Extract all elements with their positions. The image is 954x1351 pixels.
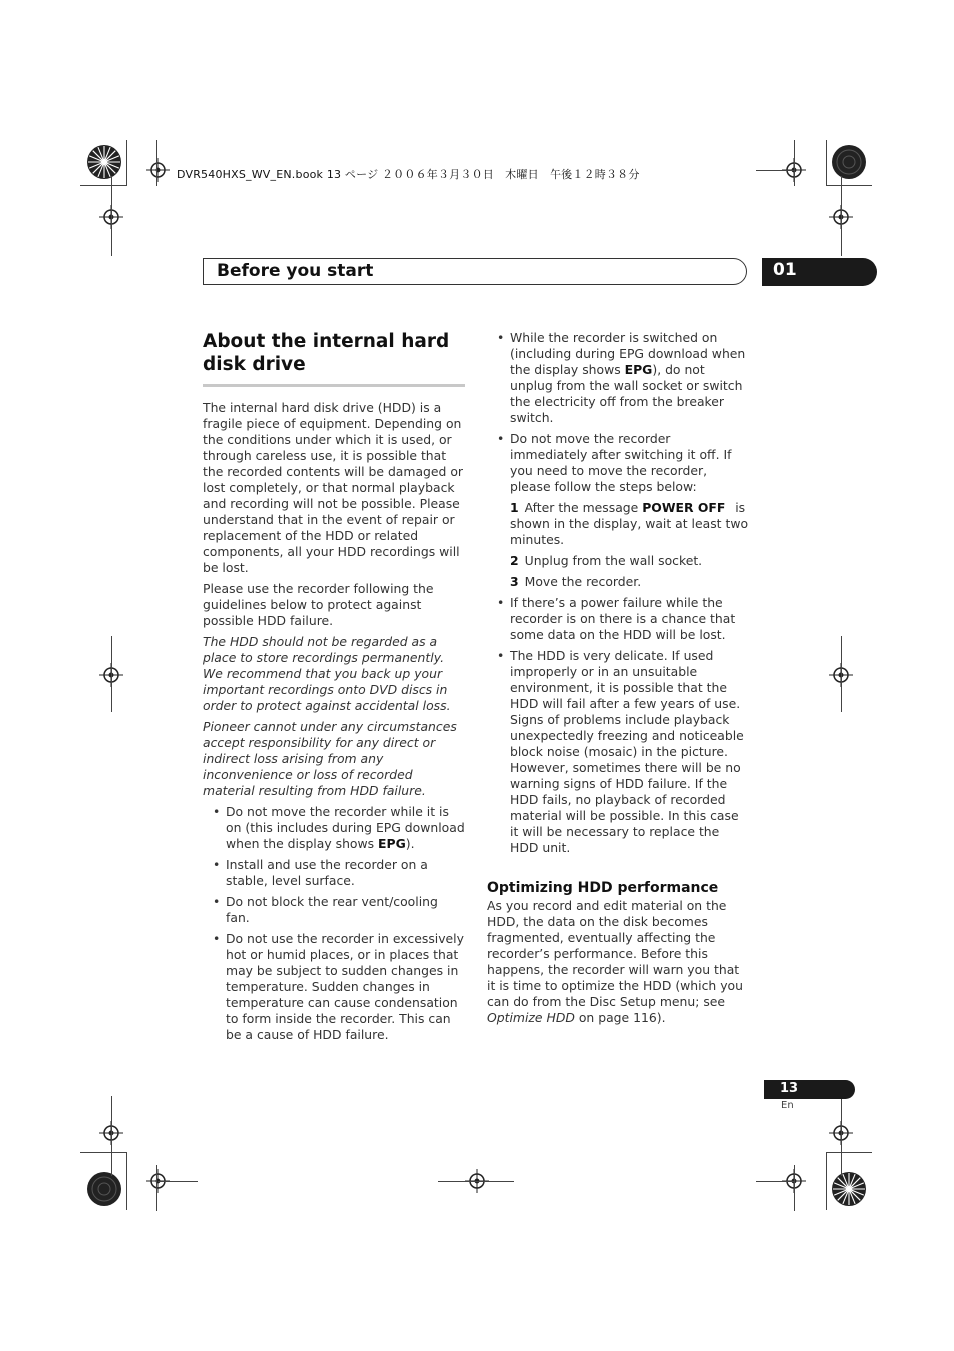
crop-line: [794, 140, 795, 186]
section-header: [203, 258, 747, 285]
list-item: • The HDD is very delicate. If used improperly or in an unsuitable environment, it is possible that the HDD will fail after a few years of use. Signs of problems include playback unexpectedly freezing and noticeable block noise (mosaic) in the picture. However, sometimes there will be no warning signs of HDD failure. If the HDD fails, no playback of recorded material will be possible. In this case it will be necessary to replace the HDD unit.: [487, 648, 749, 856]
crop-line: [438, 1181, 514, 1182]
section-title: Before you start: [217, 261, 374, 281]
crop-line: [826, 1152, 872, 1153]
step-number: 3: [510, 574, 519, 589]
guidelines-intro: Please use the recorder following the guidelines below to protect against possible HDD failure.: [203, 581, 434, 628]
list-item: • If there’s a power failure while the recorder is on there is a chance that some data on the HDD will be lost.: [487, 595, 749, 643]
backup-note: The HDD should not be regarded as a place to store recordings permanently. We recommend that you back up your important recordings onto DVD discs in order to protect against accidental loss.: [203, 634, 451, 713]
list-item: • Do not use the recorder in excessively hot or humid places, or in places that may be subject to sudden changes in temperature. Sudden changes in temperature can cause condensation to form inside the recorder. This can be a cause of HDD failure.: [203, 931, 465, 1043]
list-item: • Install and use the recorder on a stable, level surface.: [203, 857, 465, 889]
guideline-list: [203, 804, 465, 1043]
right-column: [487, 330, 749, 1031]
crop-line: [756, 170, 794, 171]
registration-circle-icon: [86, 1171, 122, 1207]
responsibility-note: Pioneer cannot under any circumstances accept responsibility for any direct or indirect loss arising from any inconvenience or loss of recorded material resulting from HDD failure.: [203, 719, 457, 798]
optimizing-title: Optimizing HDD performance: [487, 880, 719, 896]
step-item: 3 Move the recorder.: [510, 574, 642, 589]
crop-line: [841, 1096, 842, 1176]
list-item: • While the recorder is switched on (including during EPG download when the display shows EPG), do not unplug from the wall socket or switch the electricity off from the breaker switch.: [487, 330, 749, 426]
crop-line: [841, 176, 842, 256]
crop-line: [794, 1165, 795, 1211]
step-number: 2: [510, 553, 519, 568]
epg-label: EPG: [378, 836, 406, 851]
crop-line: [158, 1181, 198, 1182]
list-item: • Do not move the recorder while it is on (this includes during EPG download when the display shows EPG).: [203, 804, 465, 852]
epg-label: EPG: [624, 362, 653, 377]
guideline-list-continued: [487, 330, 749, 495]
page-language: En: [781, 1100, 794, 1111]
crop-line: [111, 636, 112, 712]
crop-line: [80, 185, 126, 186]
intro-paragraph: The internal hard disk drive (HDD) is a fragile piece of equipment. Depending on the conditions under which it is used, or through careless use, it is possible that the recorded contents will be damaged or lost completely, or that normal playback and recording will not be possible. Please understand that in the event of repair or replacement of the HDD or related components, all your HDD recordings will be lost.: [203, 400, 464, 575]
list-item: • Do not move the recorder immediately after switching it off. If you need to move the recorder, please follow the steps below:: [487, 431, 749, 495]
list-item: • Do not block the rear vent/cooling fan.: [203, 894, 465, 926]
registration-circle-icon: [831, 144, 867, 180]
guideline-list-final: [487, 595, 749, 856]
title-underline: [203, 384, 465, 387]
left-column: [203, 330, 465, 1048]
crop-line: [826, 1152, 827, 1210]
crop-line: [111, 176, 112, 256]
page-number: 13: [780, 1081, 799, 1096]
step-item: 2 Unplug from the wall socket.: [510, 553, 703, 568]
crop-line: [126, 1152, 127, 1210]
power-off-label: POWER OFF: [642, 500, 726, 515]
crop-line: [826, 140, 827, 186]
crop-line: [156, 140, 157, 186]
print-file-info: DVR540HXS_WV_EN.book 13 ページ ２００６年３月３０日 木曜日 午後１２時３８分: [177, 168, 640, 181]
step-item: 1 After the message POWER OFF is shown in the display, wait at least two minutes.: [510, 500, 749, 547]
registration-starburst-icon: [86, 144, 122, 180]
chapter-tab: [762, 258, 877, 286]
crop-line: [126, 140, 127, 186]
article-title: About the internal hard disk drive: [203, 331, 450, 375]
optimizing-paragraph: As you record and edit material on the HDD, the data on the disk becomes fragmented, eventually affecting the recorder’s performance. Before this happens, the recorder will warn you that it is time to optimize the HDD (which you can do from the Disc Setup menu; see Optimize HDD on page 116).: [487, 898, 743, 1025]
crop-line: [111, 1096, 112, 1176]
registration-starburst-icon: [831, 1171, 867, 1207]
crop-line: [841, 636, 842, 712]
crosshair-icon: [146, 158, 170, 182]
chapter-number: 01: [773, 260, 797, 280]
crop-line: [156, 1165, 157, 1211]
crop-line: [826, 185, 872, 186]
optimize-hdd-reference: Optimize HDD: [487, 1010, 575, 1025]
page-number-tab: [764, 1080, 855, 1099]
step-number: 1: [510, 500, 519, 515]
crop-line: [80, 1152, 126, 1153]
crop-line: [756, 1181, 794, 1182]
